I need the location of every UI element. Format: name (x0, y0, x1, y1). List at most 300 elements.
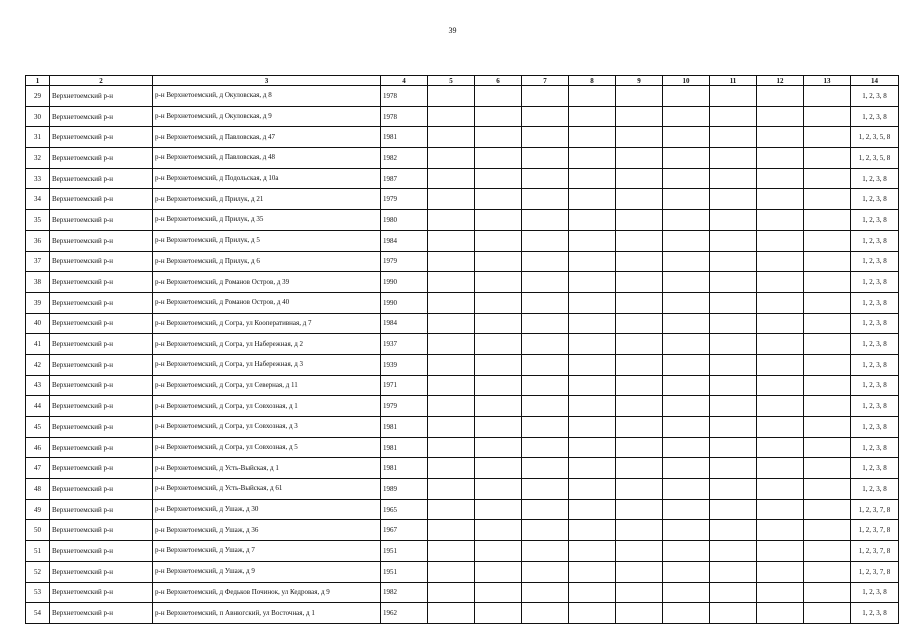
empty-cell-col-11 (710, 417, 757, 438)
empty-cell-col-7 (522, 541, 569, 562)
year-cell: 1982 (381, 148, 428, 169)
empty-cell-col-6 (475, 210, 522, 231)
table-row (26, 127, 899, 148)
year-cell: 1982 (381, 582, 428, 603)
empty-cell-col-10 (663, 479, 710, 500)
codes-cell: 1, 2, 3, 7, 8 (851, 520, 899, 541)
empty-cell-col-8 (569, 479, 616, 500)
empty-cell-col-13 (804, 86, 851, 107)
codes-cell: 1, 2, 3, 8 (851, 417, 899, 438)
empty-cell-col-12 (757, 603, 804, 624)
empty-cell-col-10 (663, 541, 710, 562)
year-cell: 1979 (381, 396, 428, 417)
row-number-cell: 46 (26, 437, 50, 458)
empty-cell-col-8 (569, 210, 616, 231)
empty-cell-col-13 (804, 458, 851, 479)
year-cell: 1978 (381, 106, 428, 127)
empty-cell-col-8 (569, 334, 616, 355)
empty-cell-col-6 (475, 230, 522, 251)
year-cell: 1980 (381, 210, 428, 231)
district-cell: Верхнетоемский р-н (50, 251, 153, 272)
empty-cell-col-10 (663, 168, 710, 189)
address-cell: р-н Верхнетоемский, д Согра, ул Совхозная, д 3 (153, 417, 381, 438)
row-number-cell: 33 (26, 168, 50, 189)
empty-cell-col-13 (804, 479, 851, 500)
empty-cell-col-12 (757, 561, 804, 582)
empty-cell-col-7 (522, 396, 569, 417)
empty-cell-col-5 (428, 292, 475, 313)
empty-cell-col-7 (522, 210, 569, 231)
district-cell: Верхнетоемский р-н (50, 582, 153, 603)
empty-cell-col-10 (663, 437, 710, 458)
empty-cell-col-11 (710, 396, 757, 417)
district-cell: Верхнетоемский р-н (50, 189, 153, 210)
empty-cell-col-6 (475, 354, 522, 375)
column-header: 3 (153, 76, 381, 86)
address-cell: р-н Верхнетоемский, д Усть-Выйская, д 1 (153, 458, 381, 479)
empty-cell-col-13 (804, 417, 851, 438)
empty-cell-col-12 (757, 127, 804, 148)
empty-cell-col-13 (804, 127, 851, 148)
empty-cell-col-6 (475, 603, 522, 624)
empty-cell-col-11 (710, 541, 757, 562)
address-cell: р-н Верхнетоемский, д Окуловская, д 9 (153, 106, 381, 127)
district-cell: Верхнетоемский р-н (50, 603, 153, 624)
codes-cell: 1, 2, 3, 8 (851, 272, 899, 293)
row-number-cell: 37 (26, 251, 50, 272)
empty-cell-col-7 (522, 272, 569, 293)
empty-cell-col-13 (804, 499, 851, 520)
empty-cell-col-7 (522, 86, 569, 107)
row-number-cell: 29 (26, 86, 50, 107)
empty-cell-col-9 (616, 313, 663, 334)
empty-cell-col-8 (569, 458, 616, 479)
empty-cell-col-12 (757, 354, 804, 375)
empty-cell-col-11 (710, 251, 757, 272)
year-cell: 1951 (381, 541, 428, 562)
year-cell: 1990 (381, 292, 428, 313)
address-cell: р-н Верхнетоемский, д Согра, ул Северная, д 11 (153, 375, 381, 396)
empty-cell-col-11 (710, 148, 757, 169)
codes-cell: 1, 2, 3, 8 (851, 230, 899, 251)
empty-cell-col-10 (663, 86, 710, 107)
empty-cell-col-11 (710, 86, 757, 107)
empty-cell-col-7 (522, 189, 569, 210)
address-cell: р-н Верхнетоемский, д Согра, ул Набережная, д 2 (153, 334, 381, 355)
empty-cell-col-5 (428, 520, 475, 541)
table-row (26, 520, 899, 541)
empty-cell-col-9 (616, 437, 663, 458)
table-row (26, 334, 899, 355)
empty-cell-col-5 (428, 189, 475, 210)
codes-cell: 1, 2, 3, 7, 8 (851, 561, 899, 582)
empty-cell-col-5 (428, 127, 475, 148)
empty-cell-col-12 (757, 251, 804, 272)
row-number-cell: 48 (26, 479, 50, 500)
empty-cell-col-6 (475, 251, 522, 272)
empty-cell-col-11 (710, 127, 757, 148)
empty-cell-col-5 (428, 354, 475, 375)
empty-cell-col-10 (663, 561, 710, 582)
empty-cell-col-9 (616, 375, 663, 396)
empty-cell-col-7 (522, 251, 569, 272)
empty-cell-col-5 (428, 582, 475, 603)
empty-cell-col-9 (616, 148, 663, 169)
empty-cell-col-5 (428, 334, 475, 355)
empty-cell-col-5 (428, 86, 475, 107)
empty-cell-col-13 (804, 582, 851, 603)
empty-cell-col-6 (475, 417, 522, 438)
housing-registry-table (25, 75, 899, 624)
table-row (26, 86, 899, 107)
codes-cell: 1, 2, 3, 8 (851, 251, 899, 272)
empty-cell-col-10 (663, 127, 710, 148)
empty-cell-col-11 (710, 313, 757, 334)
address-cell: р-н Верхнетоемский, д Федьков Починок, ул Кедровая, д 9 (153, 582, 381, 603)
year-cell: 1939 (381, 354, 428, 375)
row-number-cell: 44 (26, 396, 50, 417)
table-row (26, 541, 899, 562)
year-cell: 1971 (381, 375, 428, 396)
column-header: 11 (710, 76, 757, 86)
codes-cell: 1, 2, 3, 8 (851, 396, 899, 417)
empty-cell-col-6 (475, 437, 522, 458)
empty-cell-col-5 (428, 417, 475, 438)
column-header: 12 (757, 76, 804, 86)
empty-cell-col-5 (428, 541, 475, 562)
empty-cell-col-8 (569, 603, 616, 624)
district-cell: Верхнетоемский р-н (50, 292, 153, 313)
table-row (26, 437, 899, 458)
codes-cell: 1, 2, 3, 5, 8 (851, 127, 899, 148)
table-row (26, 417, 899, 438)
empty-cell-col-5 (428, 396, 475, 417)
year-cell: 1981 (381, 127, 428, 148)
empty-cell-col-10 (663, 272, 710, 293)
empty-cell-col-6 (475, 334, 522, 355)
row-number-cell: 54 (26, 603, 50, 624)
empty-cell-col-9 (616, 582, 663, 603)
codes-cell: 1, 2, 3, 8 (851, 106, 899, 127)
district-cell: Верхнетоемский р-н (50, 437, 153, 458)
year-cell: 1981 (381, 458, 428, 479)
empty-cell-col-13 (804, 437, 851, 458)
empty-cell-col-7 (522, 520, 569, 541)
empty-cell-col-8 (569, 561, 616, 582)
empty-cell-col-5 (428, 251, 475, 272)
year-cell: 1984 (381, 313, 428, 334)
empty-cell-col-6 (475, 148, 522, 169)
empty-cell-col-11 (710, 582, 757, 603)
table-body (26, 86, 899, 624)
row-number-cell: 49 (26, 499, 50, 520)
codes-cell: 1, 2, 3, 8 (851, 603, 899, 624)
year-cell: 1962 (381, 603, 428, 624)
empty-cell-col-7 (522, 354, 569, 375)
column-header: 9 (616, 76, 663, 86)
district-cell: Верхнетоемский р-н (50, 520, 153, 541)
empty-cell-col-5 (428, 272, 475, 293)
address-cell: р-н Верхнетоемский, д Согра, ул Совхозная, д 1 (153, 396, 381, 417)
column-header: 1 (26, 76, 50, 86)
empty-cell-col-12 (757, 168, 804, 189)
row-number-cell: 51 (26, 541, 50, 562)
address-cell: р-н Верхнетоемский, д Прилук, д 21 (153, 189, 381, 210)
empty-cell-col-13 (804, 189, 851, 210)
empty-cell-col-5 (428, 499, 475, 520)
empty-cell-col-10 (663, 499, 710, 520)
empty-cell-col-10 (663, 292, 710, 313)
empty-cell-col-9 (616, 603, 663, 624)
district-cell: Верхнетоемский р-н (50, 375, 153, 396)
column-header: 6 (475, 76, 522, 86)
table-row (26, 561, 899, 582)
codes-cell: 1, 2, 3, 8 (851, 292, 899, 313)
empty-cell-col-11 (710, 189, 757, 210)
address-cell: р-н Верхнетоемский, д Павловская, д 47 (153, 127, 381, 148)
empty-cell-col-13 (804, 561, 851, 582)
empty-cell-col-6 (475, 189, 522, 210)
year-cell: 1989 (381, 479, 428, 500)
empty-cell-col-9 (616, 168, 663, 189)
empty-cell-col-7 (522, 458, 569, 479)
empty-cell-col-8 (569, 437, 616, 458)
empty-cell-col-8 (569, 230, 616, 251)
empty-cell-col-6 (475, 499, 522, 520)
column-header: 14 (851, 76, 899, 86)
empty-cell-col-13 (804, 230, 851, 251)
empty-cell-col-8 (569, 354, 616, 375)
empty-cell-col-13 (804, 148, 851, 169)
year-cell: 1981 (381, 417, 428, 438)
empty-cell-col-5 (428, 375, 475, 396)
address-cell: р-н Верхнетоемский, д Прилук, д 35 (153, 210, 381, 231)
codes-cell: 1, 2, 3, 8 (851, 437, 899, 458)
empty-cell-col-10 (663, 148, 710, 169)
column-header: 8 (569, 76, 616, 86)
empty-cell-col-13 (804, 603, 851, 624)
year-cell: 1987 (381, 168, 428, 189)
empty-cell-col-8 (569, 272, 616, 293)
empty-cell-col-7 (522, 437, 569, 458)
table-row (26, 230, 899, 251)
empty-cell-col-7 (522, 127, 569, 148)
codes-cell: 1, 2, 3, 8 (851, 375, 899, 396)
empty-cell-col-8 (569, 168, 616, 189)
address-cell: р-н Верхнетоемский, д Ушаж, д 30 (153, 499, 381, 520)
empty-cell-col-9 (616, 86, 663, 107)
year-cell: 1979 (381, 251, 428, 272)
table-row (26, 375, 899, 396)
district-cell: Верхнетоемский р-н (50, 354, 153, 375)
empty-cell-col-6 (475, 272, 522, 293)
empty-cell-col-5 (428, 479, 475, 500)
empty-cell-col-10 (663, 582, 710, 603)
table-row (26, 272, 899, 293)
empty-cell-col-6 (475, 292, 522, 313)
empty-cell-col-7 (522, 499, 569, 520)
empty-cell-col-8 (569, 541, 616, 562)
empty-cell-col-6 (475, 458, 522, 479)
row-number-cell: 42 (26, 354, 50, 375)
empty-cell-col-6 (475, 313, 522, 334)
address-cell: р-н Верхнетоемский, д Усть-Выйская, д 61 (153, 479, 381, 500)
empty-cell-col-5 (428, 210, 475, 231)
empty-cell-col-11 (710, 499, 757, 520)
table-row (26, 189, 899, 210)
table-header (26, 76, 899, 86)
row-number-cell: 53 (26, 582, 50, 603)
empty-cell-col-9 (616, 230, 663, 251)
empty-cell-col-7 (522, 292, 569, 313)
codes-cell: 1, 2, 3, 7, 8 (851, 499, 899, 520)
address-cell: р-н Верхнетоемский, д Ушаж, д 36 (153, 520, 381, 541)
empty-cell-col-12 (757, 541, 804, 562)
row-number-cell: 31 (26, 127, 50, 148)
row-number-cell: 32 (26, 148, 50, 169)
empty-cell-col-6 (475, 561, 522, 582)
empty-cell-col-8 (569, 106, 616, 127)
empty-cell-col-7 (522, 168, 569, 189)
empty-cell-col-6 (475, 520, 522, 541)
district-cell: Верхнетоемский р-н (50, 417, 153, 438)
row-number-cell: 38 (26, 272, 50, 293)
column-header: 5 (428, 76, 475, 86)
empty-cell-col-6 (475, 396, 522, 417)
empty-cell-col-11 (710, 603, 757, 624)
district-cell: Верхнетоемский р-н (50, 168, 153, 189)
empty-cell-col-10 (663, 458, 710, 479)
address-cell: р-н Верхнетоемский, д Согра, ул Кооперативная, д 7 (153, 313, 381, 334)
empty-cell-col-11 (710, 292, 757, 313)
row-number-cell: 41 (26, 334, 50, 355)
empty-cell-col-11 (710, 561, 757, 582)
address-cell: р-н Верхнетоемский, д Согра, ул Совхозная, д 5 (153, 437, 381, 458)
empty-cell-col-12 (757, 292, 804, 313)
table-row (26, 479, 899, 500)
empty-cell-col-12 (757, 334, 804, 355)
empty-cell-col-9 (616, 251, 663, 272)
table-row (26, 168, 899, 189)
empty-cell-col-10 (663, 313, 710, 334)
empty-cell-col-7 (522, 479, 569, 500)
empty-cell-col-9 (616, 541, 663, 562)
empty-cell-col-8 (569, 313, 616, 334)
empty-cell-col-6 (475, 479, 522, 500)
empty-cell-col-11 (710, 354, 757, 375)
codes-cell: 1, 2, 3, 8 (851, 334, 899, 355)
empty-cell-col-12 (757, 375, 804, 396)
district-cell: Верхнетоемский р-н (50, 230, 153, 251)
district-cell: Верхнетоемский р-н (50, 127, 153, 148)
empty-cell-col-11 (710, 106, 757, 127)
address-cell: р-н Верхнетоемский, д Ушаж, д 7 (153, 541, 381, 562)
empty-cell-col-9 (616, 396, 663, 417)
empty-cell-col-5 (428, 603, 475, 624)
empty-cell-col-12 (757, 479, 804, 500)
column-header: 4 (381, 76, 428, 86)
empty-cell-col-12 (757, 396, 804, 417)
empty-cell-col-12 (757, 313, 804, 334)
row-number-cell: 40 (26, 313, 50, 334)
empty-cell-col-6 (475, 375, 522, 396)
year-cell: 1951 (381, 561, 428, 582)
empty-cell-col-8 (569, 417, 616, 438)
empty-cell-col-6 (475, 541, 522, 562)
empty-cell-col-12 (757, 189, 804, 210)
column-header: 13 (804, 76, 851, 86)
district-cell: Верхнетоемский р-н (50, 479, 153, 500)
district-cell: Верхнетоемский р-н (50, 313, 153, 334)
district-cell: Верхнетоемский р-н (50, 106, 153, 127)
empty-cell-col-9 (616, 499, 663, 520)
empty-cell-col-8 (569, 189, 616, 210)
empty-cell-col-9 (616, 561, 663, 582)
empty-cell-col-12 (757, 520, 804, 541)
empty-cell-col-5 (428, 230, 475, 251)
codes-cell: 1, 2, 3, 8 (851, 210, 899, 231)
empty-cell-col-12 (757, 272, 804, 293)
empty-cell-col-11 (710, 168, 757, 189)
table-row (26, 458, 899, 479)
empty-cell-col-12 (757, 106, 804, 127)
row-number-cell: 45 (26, 417, 50, 438)
empty-cell-col-8 (569, 396, 616, 417)
empty-cell-col-11 (710, 479, 757, 500)
empty-cell-col-5 (428, 561, 475, 582)
empty-cell-col-9 (616, 189, 663, 210)
district-cell: Верхнетоемский р-н (50, 86, 153, 107)
empty-cell-col-5 (428, 437, 475, 458)
empty-cell-col-7 (522, 417, 569, 438)
table-row (26, 210, 899, 231)
row-number-cell: 35 (26, 210, 50, 231)
empty-cell-col-13 (804, 292, 851, 313)
empty-cell-col-13 (804, 106, 851, 127)
empty-cell-col-10 (663, 210, 710, 231)
address-cell: р-н Верхнетоемский, д Подольская, д 10а (153, 168, 381, 189)
empty-cell-col-12 (757, 499, 804, 520)
empty-cell-col-11 (710, 375, 757, 396)
year-cell: 1978 (381, 86, 428, 107)
empty-cell-col-7 (522, 561, 569, 582)
empty-cell-col-13 (804, 251, 851, 272)
codes-cell: 1, 2, 3, 8 (851, 458, 899, 479)
empty-cell-col-8 (569, 292, 616, 313)
empty-cell-col-9 (616, 334, 663, 355)
codes-cell: 1, 2, 3, 8 (851, 479, 899, 500)
table-row (26, 396, 899, 417)
empty-cell-col-6 (475, 582, 522, 603)
empty-cell-col-12 (757, 417, 804, 438)
empty-cell-col-9 (616, 292, 663, 313)
codes-cell: 1, 2, 3, 8 (851, 168, 899, 189)
empty-cell-col-8 (569, 582, 616, 603)
row-number-cell: 47 (26, 458, 50, 479)
codes-cell: 1, 2, 3, 8 (851, 189, 899, 210)
empty-cell-col-10 (663, 375, 710, 396)
empty-cell-col-8 (569, 127, 616, 148)
empty-cell-col-13 (804, 541, 851, 562)
row-number-cell: 34 (26, 189, 50, 210)
year-cell: 1979 (381, 189, 428, 210)
empty-cell-col-9 (616, 417, 663, 438)
page-number: 39 (448, 26, 457, 35)
empty-cell-col-13 (804, 313, 851, 334)
empty-cell-col-11 (710, 210, 757, 231)
empty-cell-col-5 (428, 106, 475, 127)
address-cell: р-н Верхнетоемский, д Прилук, д 6 (153, 251, 381, 272)
